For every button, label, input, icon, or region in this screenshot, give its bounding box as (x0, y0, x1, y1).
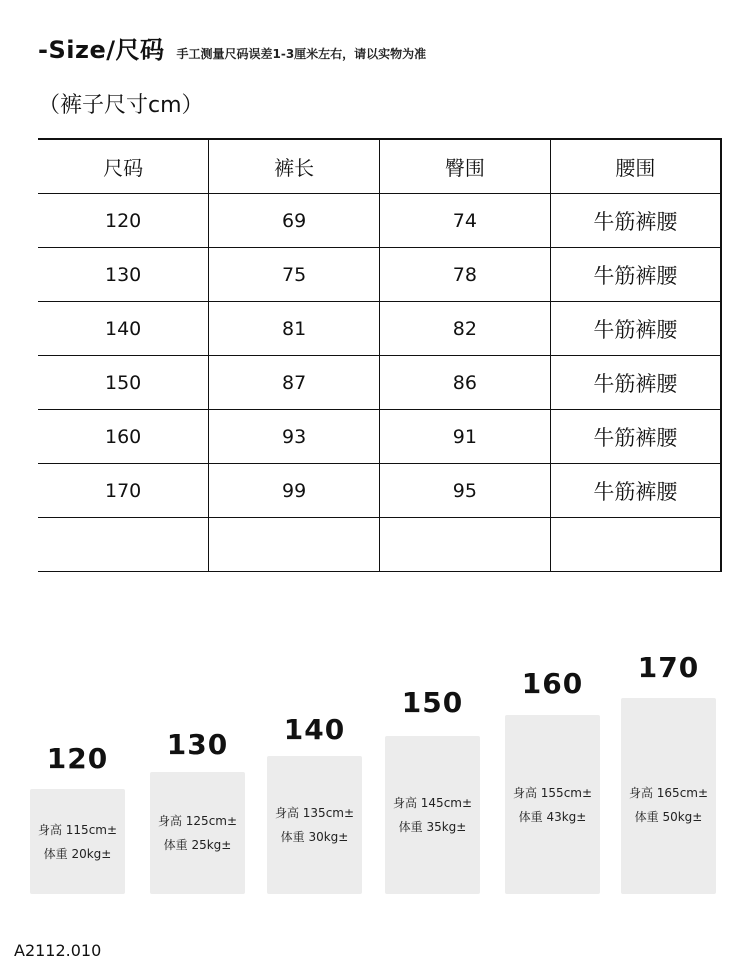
cell-hip (380, 518, 551, 572)
card-height: 身高 115cm± (37, 822, 118, 837)
card-height: 身高 145cm± (392, 796, 473, 810)
cell-hip: 74 (380, 194, 551, 248)
card-weight: 体重 30kg± (280, 830, 349, 844)
cell-waist: 牛筋裤腰 (550, 302, 721, 356)
table-header-row (38, 139, 721, 194)
table-row (38, 248, 721, 302)
cell-size: 170 (38, 464, 209, 518)
cell-size: 120 (38, 194, 209, 248)
card-weight: 体重 50kg± (634, 810, 703, 824)
cell-waist: 牛筋裤腰 (550, 464, 721, 518)
card-weight: 体重 25kg± (163, 838, 232, 852)
size-card-label: 160 (521, 667, 584, 700)
header-hip: 臀围 (380, 139, 551, 194)
card-weight: 体重 43kg± (518, 809, 587, 824)
card-height: 身高 155cm± (512, 785, 593, 800)
size-card-body (505, 715, 600, 894)
card-weight: 体重 20kg± (43, 846, 112, 861)
card-height: 身高 165cm± (628, 786, 709, 800)
cell-waist: 牛筋裤腰 (550, 356, 721, 410)
card-weight: 体重 35kg± (398, 820, 467, 834)
size-card-140 (267, 713, 362, 894)
size-card-120 (30, 742, 125, 894)
cell-waist: 牛筋裤腰 (550, 194, 721, 248)
cell-pants-length: 99 (209, 464, 380, 518)
cell-size: 140 (38, 302, 209, 356)
cell-waist (550, 518, 721, 572)
table-row (38, 194, 721, 248)
cell-hip: 78 (380, 248, 551, 302)
size-card-body (621, 698, 716, 894)
table-row (38, 302, 721, 356)
cell-pants-length: 87 (209, 356, 380, 410)
header-waist: 腰围 (550, 139, 721, 194)
cell-size: 130 (38, 248, 209, 302)
card-height: 身高 135cm± (274, 806, 355, 820)
size-card-label: 120 (46, 742, 109, 775)
table-row (38, 410, 721, 464)
table-row (38, 464, 721, 518)
size-card-170 (621, 651, 716, 894)
size-card-body (30, 789, 125, 894)
size-card-label: 150 (401, 686, 464, 719)
table-row-empty (38, 518, 721, 572)
size-card-130 (150, 728, 245, 894)
measurement-note: 手工测量尺码误差1-3厘米左右，请以实物为准 (176, 47, 427, 61)
size-card-body (385, 736, 480, 894)
size-table (38, 138, 722, 572)
cell-pants-length: 93 (209, 410, 380, 464)
size-title: -Size/尺码 (38, 36, 165, 64)
size-card-label: 130 (166, 728, 229, 761)
cell-pants-length: 75 (209, 248, 380, 302)
cell-size: 150 (38, 356, 209, 410)
cell-pants-length: 69 (209, 194, 380, 248)
size-card-body (267, 756, 362, 894)
header-size: 尺码 (38, 139, 209, 194)
size-card-label: 140 (283, 713, 346, 746)
cell-pants-length (209, 518, 380, 572)
header (38, 30, 426, 65)
product-code: A2112.010 (14, 941, 102, 960)
card-height: 身高 125cm± (157, 814, 238, 828)
size-card-160 (505, 667, 600, 894)
size-card-150 (385, 686, 480, 894)
cell-hip: 95 (380, 464, 551, 518)
cell-waist: 牛筋裤腰 (550, 410, 721, 464)
size-card-body (150, 772, 245, 894)
size-card-label: 170 (637, 651, 700, 684)
cell-waist: 牛筋裤腰 (550, 248, 721, 302)
pants-size-subtitle: （裤子尺寸cm） (38, 93, 204, 118)
cell-hip: 82 (380, 302, 551, 356)
cell-pants-length: 81 (209, 302, 380, 356)
table-row (38, 356, 721, 410)
cell-hip: 91 (380, 410, 551, 464)
cell-size (38, 518, 209, 572)
header-pants-length: 裤长 (209, 139, 380, 194)
cell-size: 160 (38, 410, 209, 464)
cell-hip: 86 (380, 356, 551, 410)
